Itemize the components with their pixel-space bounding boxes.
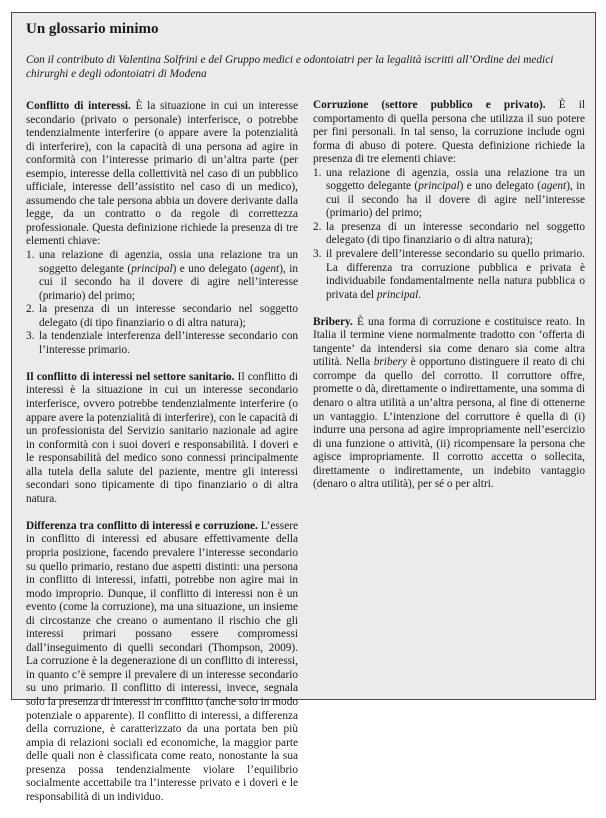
left-column [26, 100, 298, 818]
term-agent: agent [254, 262, 280, 275]
entry-differenza [26, 520, 298, 804]
list-text: la presenza di un interesse secondario nel soggetto delegato (di tipo finanziario o di altra natura); [326, 220, 585, 247]
term-principal: principal [418, 180, 460, 193]
entry-heading: Il conflitto di interessi nel settore sanitario. [26, 370, 235, 383]
list-text: il prevalere dell’interesse secondario su quello primario. La differenza tra corruzione pubblica e privata è individuabile fondamentalmente nella natura pubblica o privata del [326, 248, 585, 301]
entry-heading: Differenza tra conflitto di interessi e corruzione. [26, 519, 258, 532]
list-text: . [418, 288, 422, 301]
right-column [313, 99, 585, 505]
key-elements-list [26, 249, 298, 357]
entry-paragraph [313, 99, 585, 167]
list-text: ) e uno delegato ( [459, 180, 542, 193]
list-number: 3. [313, 248, 322, 261]
list-text: ), in cui il secondo ha il dovere di agire nell’interesse (primario) del primo; [326, 180, 585, 220]
term-bribery: bribery [373, 356, 408, 369]
key-elements-list [313, 167, 585, 302]
list-text: la tendenziale interferenza dell’interesse secondario con l’interesse primario. [39, 330, 298, 356]
entry-text: Il conflitto di interessi è la situazione in cui un interesse secondario interferisce, ovvero potrebbe tendenzialmente interferire (o appare avere la potenzialità di interferire), con le capacità di un professionista del Servizio sanitario nazionale ad agire in conformità con i suoi doveri e responsabilità. I doveri e le responsabilità del medico sono connessi principalmente alla tutela della salute del paziente, mentre gli interessi secondari sono tipicamente di tipo finanziario o di altra natura. [26, 370, 299, 505]
entry-heading: Corruzione (settore pubblico e privato). [313, 99, 546, 111]
entry-heading: Conflitto di interessi. [26, 100, 131, 112]
entry-bribery [313, 316, 585, 492]
entry-corruzione [313, 99, 585, 302]
term-principal: principal [131, 262, 173, 275]
list-item [26, 303, 298, 330]
entry-paragraph [313, 316, 585, 492]
entry-paragraph [26, 371, 298, 506]
list-text: la presenza di un interesse secondario nel soggetto delegato (di tipo finanziario o di altra natura); [39, 303, 298, 329]
list-item [313, 221, 585, 248]
list-number: 2. [313, 220, 322, 233]
term-agent: agent [541, 180, 567, 193]
entry-paragraph [26, 100, 298, 249]
entry-text: È una forma di corruzione e costituisce reato. In Italia il termine viene normalmente tradotto con ‘offerta di tangente’ da intendersi sia come denaro sia come altra utilità. Nella [313, 315, 585, 369]
entry-text: L’essere in conflitto di interessi ed abusare effettivamente della propria posizione, facendo prevalere l’interesse secondario su quello primario, restano due aspetti distinti: una persona in conflitto di interessi, infatti, potrebbe non agire mai in modo improprio. Dunque, il conflitto di interessi non è un evento (come la corruzione), ma una situazione, un insieme di circostanze che creano o aumentano il rischio che gli interessi primari possano essere compromessi dall’inseguimento di quelli secondari (Thompson, 2009). La corruzione è la degenerazione di un conflitto di interessi, in quanto c’è sempre il prevalere di un interesse secondario su uno primario. Il conflitto di interessi, invece, segnala solo la presenza di interessi in conflitto (anche solo in modo potenziale o apparente). Il conflitto di interessi, a differenza della corruzione, è caratterizzato da una portata ben più ampia di relazioni sociali ed economiche, la maggior parte delle quali non è classificata come reato, nonostante la sua presenza possa tendenzialmente violare l’equilibrio socialmente accettabile tra l’interesse privato e i doveri e le responsabilità di un individuo. [26, 519, 298, 803]
list-number: 1. [313, 166, 322, 179]
list-number: 1. [26, 249, 35, 262]
entry-conflitto-di-interessi [26, 100, 298, 357]
glossary-subtitle: Con il contributo di Valentina Solfrini e del Gruppo medici e odontoiatri per la legalità iscritti all’Ordine dei medici chirurghi e degli odontoiatri di Modena [26, 54, 554, 80]
list-item [26, 330, 298, 357]
list-text: una relazione di agenzia, ossia una relazione tra un soggetto delegante ( [39, 249, 298, 275]
glossary-box [11, 12, 596, 803]
list-number: 2. [26, 303, 35, 316]
term-principal: principal [376, 288, 419, 301]
entry-text: è opportuno distinguere il reato di chi corrompe da quello del corrotto. Il corruttore offre, promette o dà, direttamente o indirettamente, una somma di denaro o altra utilità a un’altra persona, al fine di ottenerne un vantaggio. L’intenzione del corruttore è quella di (i) indurre una persona ad agire impropriamente nell’esercizio di una funzione o attività, (ii) ricompensare la persona che agisce impropriamente. Il corrotto accetta o sollecita, direttamente o indirettamente, un indebito vantaggio (denaro o altra utilità), per sé o per altri. [313, 356, 585, 491]
entry-text: È la situazione in cui un interesse secondario (privato o personale) interferisce, o potrebbe tendenzialmente interferire (o appare avere la potenzialità di interferire), con la capacità di una persona ad agire in conformità con l’interesse primario di un’altra parte (per esempio, interesse della collettività nel caso di un pubblico ufficiale, interesse dell’assistito nel caso di un medico), assumendo che tale persona abbia un dovere derivante dalla legge, da un contratto o da regole di correttezza professionale. Questa definizione richiede la presenza di tre elementi chiave: [26, 100, 298, 248]
entry-text: È il comportamento di quella persona che utilizza il suo potere per fini personali. In tal senso, la corruzione include ogni forma di abuso di potere. Questa definizione richiede la presenza di tre elementi chiave: [313, 99, 586, 166]
list-text: ), in cui il secondo ha il dovere di agire nell’interesse (primario) del primo; [39, 262, 298, 302]
list-item [26, 249, 298, 303]
entry-settore-sanitario [26, 371, 298, 506]
list-number: 3. [26, 330, 35, 343]
list-item [313, 167, 585, 221]
list-text: ) e uno delegato ( [172, 262, 255, 275]
list-item [313, 248, 585, 302]
entry-heading: Bribery. [313, 315, 353, 328]
entry-paragraph [26, 520, 298, 804]
list-text: una relazione di agenzia, ossia una relazione tra un soggetto delegante ( [326, 166, 585, 193]
glossary-title: Un glossario minimo [26, 21, 159, 37]
